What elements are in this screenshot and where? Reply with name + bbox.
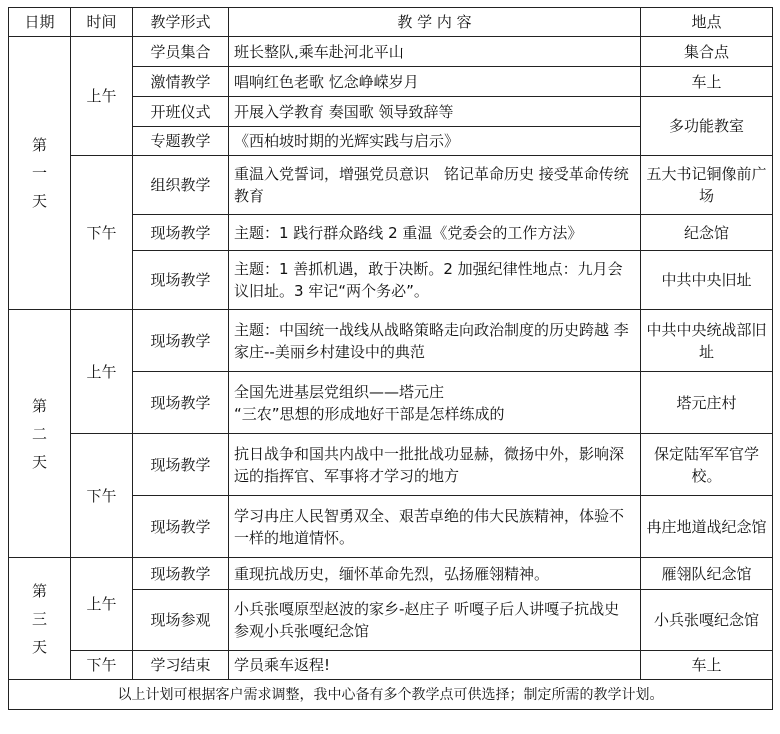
header-place: 地点 — [641, 8, 773, 37]
form-cell: 现场教学 — [133, 434, 229, 496]
content-cell: 学员乘车返程! — [229, 651, 641, 680]
place-cell: 雁翎队纪念馆 — [641, 558, 773, 590]
form-cell: 激情教学 — [133, 67, 229, 97]
place-cell: 集合点 — [641, 37, 773, 67]
place-cell: 纪念馆 — [641, 215, 773, 251]
content-cell: 《西柏坡时期的光辉实践与启示》 — [229, 127, 641, 156]
form-cell: 现场教学 — [133, 496, 229, 558]
place-cell: 塔元庄村 — [641, 372, 773, 434]
form-cell: 现场教学 — [133, 215, 229, 251]
place-cell: 多功能教室 — [641, 97, 773, 156]
form-cell: 专题教学 — [133, 127, 229, 156]
day3-label: 第 三 天 — [9, 558, 71, 680]
content-cell: 班长整队,乘车赴河北平山 — [229, 37, 641, 67]
table-row — [9, 37, 773, 67]
content-cell — [229, 372, 641, 434]
header-day: 日期 — [9, 8, 71, 37]
content-cell: 开展入学教育 奏国歌 领导致辞等 — [229, 97, 641, 127]
content-cell: 抗日战争和国共内战中一批批战功显赫，微扬中外，影响深远的指挥官、军事将才学习的地方 — [229, 434, 641, 496]
form-cell: 学员集合 — [133, 37, 229, 67]
content-cell: 主题：1 践行群众路线 2 重温《党委会的工作方法》 — [229, 215, 641, 251]
table-row — [9, 156, 773, 215]
day2-afternoon: 下午 — [71, 434, 133, 558]
place-cell: 车上 — [641, 651, 773, 680]
schedule-table — [8, 7, 773, 710]
form-cell: 现场教学 — [133, 310, 229, 372]
header-row — [9, 8, 773, 37]
place-cell: 小兵张嘎纪念馆 — [641, 590, 773, 651]
place-cell: 保定陆军军官学校。 — [641, 434, 773, 496]
table-row — [9, 651, 773, 680]
content-cell: 学习冉庄人民智勇双全、艰苦卓绝的伟大民族精神，体验不一样的地道情怀。 — [229, 496, 641, 558]
form-cell: 学习结束 — [133, 651, 229, 680]
table-row — [9, 310, 773, 372]
content-cell: 唱响红色老歌 忆念峥嵘岁月 — [229, 67, 641, 97]
header-content: 教 学 内 容 — [229, 8, 641, 37]
header-time: 时间 — [71, 8, 133, 37]
form-cell: 现场教学 — [133, 372, 229, 434]
day3-afternoon: 下午 — [71, 651, 133, 680]
day2-morning: 上午 — [71, 310, 133, 434]
day1-label: 第 一 天 — [9, 37, 71, 310]
place-cell: 中共中央旧址 — [641, 251, 773, 310]
content-cell: 主题：中国统一战线从战略策略走向政治制度的历史跨越 李家庄--美丽乡村建设中的典范 — [229, 310, 641, 372]
place-cell: 车上 — [641, 67, 773, 97]
content-line: “三农”思想的形成地好干部是怎样练成的 — [234, 404, 505, 423]
form-cell: 组织教学 — [133, 156, 229, 215]
footer-note: 以上计划可根据客户需求调整，我中心备有多个教学点可供选择；制定所需的教学计划。 — [9, 680, 773, 710]
form-cell: 现场教学 — [133, 251, 229, 310]
table-row — [9, 434, 773, 496]
content-cell: 重温入党誓词，增强党员意识 铭记革命历史 接受革命传统教育 — [229, 156, 641, 215]
form-cell: 现场教学 — [133, 558, 229, 590]
content-cell: 重现抗战历史，缅怀革命先烈，弘扬雁翎精神。 — [229, 558, 641, 590]
table-row — [9, 558, 773, 590]
footer-row — [9, 680, 773, 710]
day2-label: 第 二 天 — [9, 310, 71, 558]
place-cell: 冉庄地道战纪念馆 — [641, 496, 773, 558]
header-form: 教学形式 — [133, 8, 229, 37]
day3-morning: 上午 — [71, 558, 133, 651]
form-cell: 开班仪式 — [133, 97, 229, 127]
form-cell: 现场参观 — [133, 590, 229, 651]
content-line: 全国先进基层党组织——塔元庄 — [234, 382, 445, 401]
day1-afternoon: 下午 — [71, 156, 133, 310]
place-cell: 五大书记铜像前广场 — [641, 156, 773, 215]
day1-morning: 上午 — [71, 37, 133, 156]
content-cell: 小兵张嘎原型赵波的家乡-赵庄子 听嘎子后人讲嘎子抗战史 参观小兵张嘎纪念馆 — [229, 590, 641, 651]
place-cell: 中共中央统战部旧址 — [641, 310, 773, 372]
content-cell: 主题：1 善抓机遇，敢于决断。2 加强纪律性地点：九月会议旧址。3 牢记“两个务必”。 — [229, 251, 641, 310]
